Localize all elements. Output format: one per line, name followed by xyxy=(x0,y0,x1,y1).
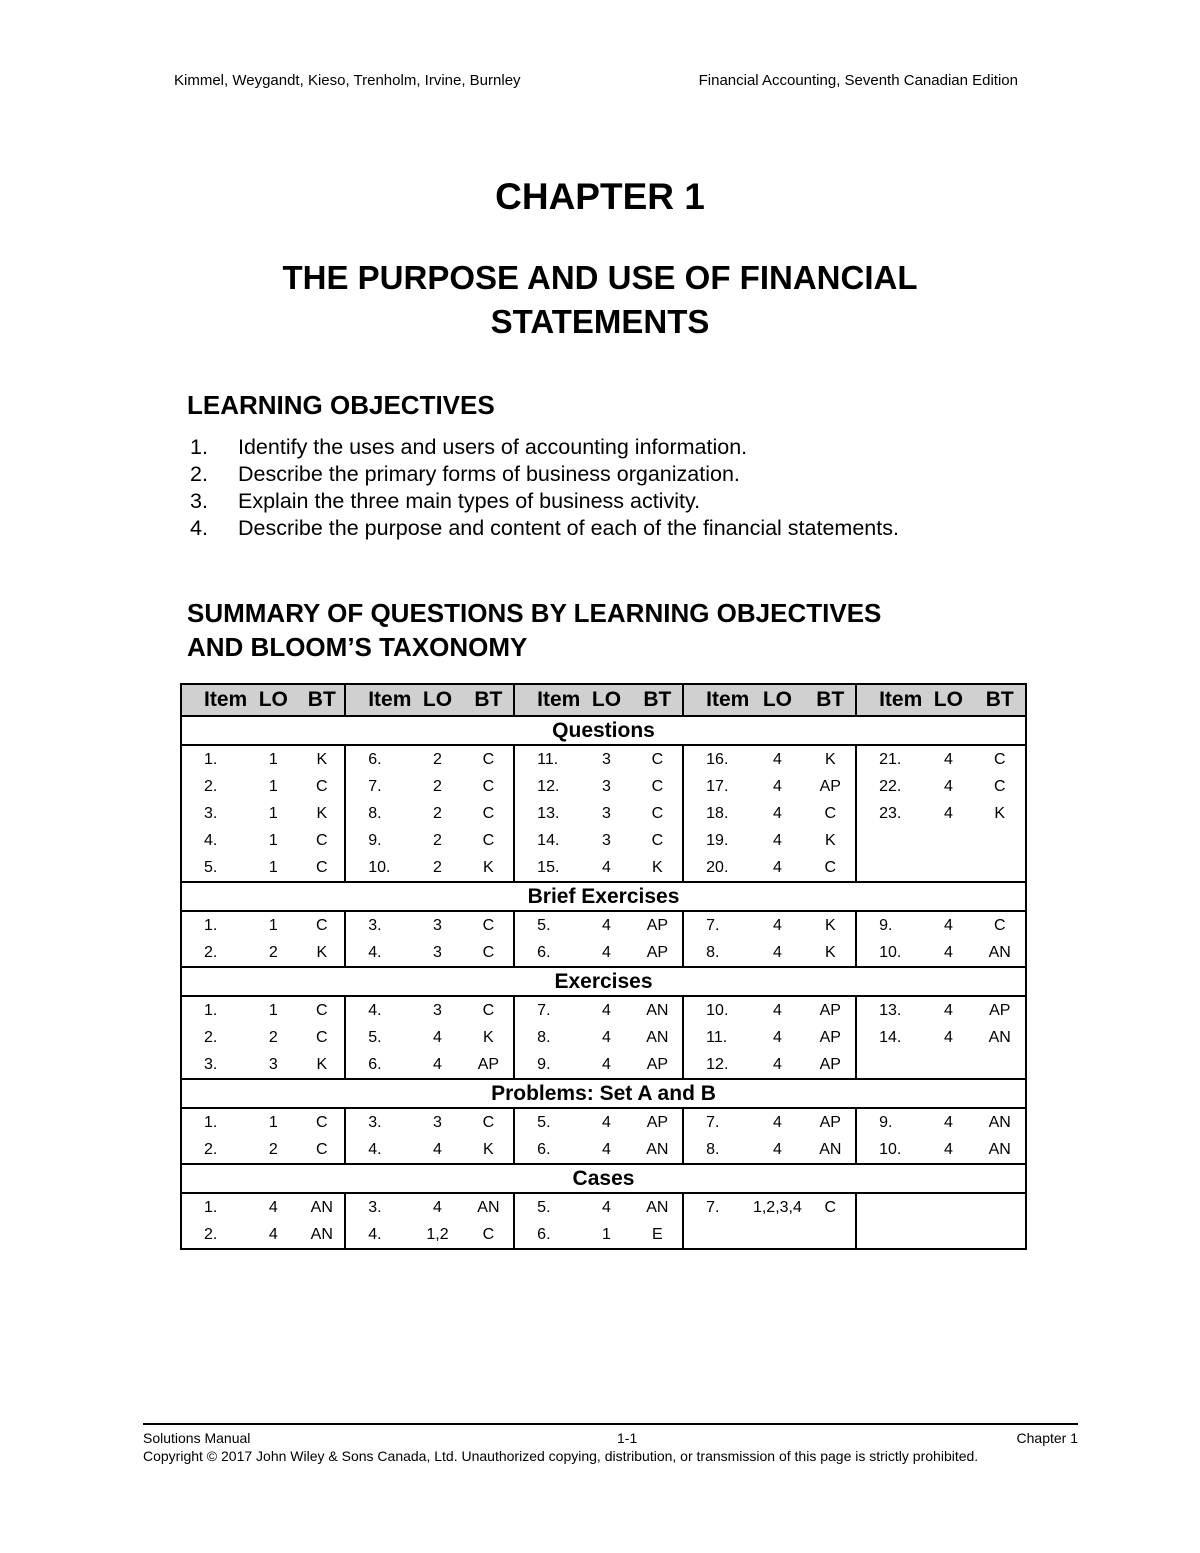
cell-item: 6. xyxy=(345,1051,411,1079)
cell-lo: 3 xyxy=(602,777,611,795)
cell-bt: C xyxy=(975,911,1027,939)
cell-lo: 1 xyxy=(268,1113,278,1131)
cell-lo: 4 xyxy=(772,1140,782,1158)
cell-lo: 1 xyxy=(268,1001,278,1019)
cell-bt: K xyxy=(483,858,494,876)
section-row xyxy=(181,967,1026,996)
cell-bt: K xyxy=(975,800,1027,827)
cell-bt: C xyxy=(464,1221,515,1249)
cell-bt: AN xyxy=(299,1221,345,1249)
learning-objective-text: Identify the uses and users of accounting information. xyxy=(238,435,748,459)
chapter-title xyxy=(0,256,1200,344)
cell-bt: AP xyxy=(819,1113,841,1131)
cell-bt: AN xyxy=(975,1108,1027,1136)
cell-lo: 2 xyxy=(433,750,442,768)
table-row xyxy=(181,745,1026,773)
column-header-bt: BT xyxy=(299,684,345,716)
cell-bt: C xyxy=(482,916,495,934)
cell-item: 2. xyxy=(181,939,247,967)
cell-bt: C xyxy=(316,858,328,876)
cell-item: 2. xyxy=(181,773,247,800)
cell-lo: 4 xyxy=(602,1113,611,1131)
cell-lo: 4 xyxy=(772,1055,782,1073)
chapter-title-line2: STATEMENTS xyxy=(490,303,710,340)
cell-lo: 4 xyxy=(602,1055,611,1073)
cell-bt: AP xyxy=(819,777,841,795)
cell-bt: C xyxy=(316,777,328,795)
column-header-lo: LO xyxy=(580,684,632,716)
cell-item: 21. xyxy=(856,745,922,773)
cell-item: 15. xyxy=(514,854,580,882)
table-row xyxy=(181,1051,1026,1079)
cell-bt: AP xyxy=(646,1113,669,1131)
cell-bt: AP xyxy=(477,1055,500,1073)
cell-lo: 3 xyxy=(433,916,442,934)
cell-lo xyxy=(749,1221,805,1249)
table-row xyxy=(181,939,1026,967)
table-row xyxy=(181,854,1026,882)
table-row xyxy=(181,827,1026,854)
cell-lo: 1 xyxy=(268,831,278,849)
cell-lo: 4 xyxy=(602,1028,611,1046)
cell-item xyxy=(856,854,922,882)
cell-bt: C xyxy=(316,1028,328,1046)
cell-item: 19. xyxy=(683,827,749,854)
cell-lo: 4 xyxy=(772,858,782,876)
cell-bt: C xyxy=(975,745,1027,773)
cell-bt: AP xyxy=(646,1055,669,1073)
cell-item: 12. xyxy=(683,1051,749,1079)
cell-lo xyxy=(922,854,974,882)
cell-lo: 2 xyxy=(433,777,442,795)
learning-objective-item xyxy=(190,488,899,515)
cell-item: 9. xyxy=(514,1051,580,1079)
cell-bt: K xyxy=(316,750,328,768)
cell-lo: 1 xyxy=(268,916,278,934)
cell-lo: 3 xyxy=(602,804,611,822)
cell-item: 4. xyxy=(345,996,411,1024)
cell-item: 1. xyxy=(181,1108,247,1136)
cell-lo: 2 xyxy=(268,1028,278,1046)
cell-bt: AN xyxy=(646,1001,669,1019)
footer xyxy=(143,1430,1078,1446)
cell-lo: 4 xyxy=(943,1140,953,1158)
learning-objective-number: 4. xyxy=(190,516,208,540)
header-authors: Kimmel, Weygandt, Kieso, Trenholm, Irvine, Burnley xyxy=(174,72,521,89)
cell-lo: 1 xyxy=(580,1221,632,1249)
cell-item: 5. xyxy=(345,1024,411,1051)
cell-item: 1. xyxy=(181,745,247,773)
table-row xyxy=(181,773,1026,800)
cell-lo: 3 xyxy=(602,750,611,768)
cell-bt: C xyxy=(651,750,664,768)
cell-lo: 4 xyxy=(943,916,953,934)
cell-lo xyxy=(922,1193,974,1221)
cell-lo: 4 xyxy=(772,750,782,768)
learning-objective-text: Describe the primary forms of business organization. xyxy=(238,462,740,486)
cell-lo: 4 xyxy=(602,1140,611,1158)
table-row xyxy=(181,1136,1026,1164)
cell-bt: AP xyxy=(646,943,669,961)
cell-item: 18. xyxy=(683,800,749,827)
cell-lo: 1,2 xyxy=(411,1221,463,1249)
learning-objective-text: Explain the three main types of business activity. xyxy=(238,489,701,513)
section-title: Brief Exercises xyxy=(181,882,1026,911)
learning-objective-item xyxy=(190,515,899,542)
cell-item xyxy=(856,1051,922,1079)
cell-lo: 4 xyxy=(943,1001,953,1019)
column-header-bt: BT xyxy=(806,684,857,716)
section-title: Cases xyxy=(181,1164,1026,1193)
cell-bt: AN xyxy=(646,1198,669,1216)
footer-left: Solutions Manual xyxy=(143,1430,251,1446)
learning-objective-number: 1. xyxy=(190,435,208,459)
summary-heading-line1: SUMMARY OF QUESTIONS BY LEARNING OBJECTIVES xyxy=(187,598,882,628)
cell-lo xyxy=(922,827,974,854)
cell-bt: AP xyxy=(819,1055,841,1073)
cell-bt: C xyxy=(316,831,328,849)
cell-bt: K xyxy=(316,943,328,961)
cell-bt: AP xyxy=(646,916,669,934)
cell-lo: 4 xyxy=(433,1055,442,1073)
cell-item: 5. xyxy=(181,854,247,882)
summary-table xyxy=(180,683,1027,1250)
cell-lo: 1 xyxy=(268,777,278,795)
cell-bt: K xyxy=(824,943,836,961)
cell-lo: 4 xyxy=(772,1001,782,1019)
footer-right: Chapter 1 xyxy=(1016,1430,1078,1446)
cell-bt: C xyxy=(482,777,495,795)
cell-item: 16. xyxy=(683,745,749,773)
footer-divider xyxy=(143,1423,1078,1425)
cell-lo: 2 xyxy=(433,831,442,849)
cell-bt: AP xyxy=(975,996,1027,1024)
summary-heading-line2: AND BLOOM’S TAXONOMY xyxy=(187,632,528,662)
cell-bt: K xyxy=(824,750,836,768)
cell-lo: 4 xyxy=(602,858,611,876)
cell-item xyxy=(856,1221,922,1249)
cell-lo: 4 xyxy=(943,750,953,768)
column-header-lo: LO xyxy=(749,684,805,716)
cell-lo: 4 xyxy=(943,1028,953,1046)
cell-lo: 4 xyxy=(943,777,953,795)
cell-bt: C xyxy=(651,777,664,795)
learning-objectives-list xyxy=(190,434,899,542)
cell-item: 5. xyxy=(514,1108,580,1136)
cell-lo: 4 xyxy=(433,1198,442,1216)
cell-lo: 3 xyxy=(268,1055,278,1073)
cell-item: 8. xyxy=(683,939,749,967)
table-row xyxy=(181,996,1026,1024)
cell-bt: C xyxy=(482,943,495,961)
cell-lo: 3 xyxy=(433,1113,442,1131)
cell-bt: C xyxy=(482,1113,495,1131)
cell-bt: K xyxy=(652,858,663,876)
cell-lo: 4 xyxy=(247,1221,299,1249)
learning-objective-item xyxy=(190,461,899,488)
cell-item: 6. xyxy=(514,1221,580,1249)
cell-bt: K xyxy=(483,1140,494,1158)
cell-bt xyxy=(975,854,1027,882)
cell-bt: C xyxy=(975,773,1027,800)
cell-item: 1. xyxy=(181,911,247,939)
cell-item: 9. xyxy=(856,911,922,939)
cell-item: 3. xyxy=(181,800,247,827)
cell-bt: AP xyxy=(819,1028,841,1046)
cell-bt: K xyxy=(824,916,836,934)
cell-lo: 4 xyxy=(268,1198,278,1216)
learning-objective-number: 2. xyxy=(190,462,208,486)
cell-item: 8. xyxy=(683,1136,749,1164)
cell-lo xyxy=(922,1221,974,1249)
table-row xyxy=(181,911,1026,939)
footer-page-number: 1-1 xyxy=(617,1430,638,1446)
cell-lo: 4 xyxy=(943,943,953,961)
cell-item: 14. xyxy=(856,1024,922,1051)
cell-lo xyxy=(922,1051,974,1079)
cell-item: 4. xyxy=(181,827,247,854)
cell-item: 12. xyxy=(514,773,580,800)
cell-item: 7. xyxy=(683,911,749,939)
cell-lo: 4 xyxy=(602,943,611,961)
summary-heading xyxy=(187,596,881,664)
cell-item: 20. xyxy=(683,854,749,882)
cell-item: 22. xyxy=(856,773,922,800)
cell-lo: 2 xyxy=(433,858,442,876)
cell-item: 5. xyxy=(514,911,580,939)
cell-bt: AN xyxy=(646,1028,669,1046)
cell-lo: 4 xyxy=(772,943,782,961)
table-header-row xyxy=(181,684,1026,716)
table-row xyxy=(181,1221,1026,1249)
column-header-item: Item xyxy=(181,684,247,716)
cell-bt xyxy=(975,1221,1027,1249)
column-header-item: Item xyxy=(683,684,749,716)
column-header-bt: BT xyxy=(975,684,1027,716)
cell-item: 5. xyxy=(514,1193,580,1221)
cell-bt: E xyxy=(633,1221,684,1249)
column-header-item: Item xyxy=(856,684,922,716)
cell-item: 14. xyxy=(514,827,580,854)
cell-bt: C xyxy=(316,1113,328,1131)
column-header-lo: LO xyxy=(411,684,463,716)
cell-item: 8. xyxy=(514,1024,580,1051)
cell-item: 17. xyxy=(683,773,749,800)
table-row xyxy=(181,1108,1026,1136)
cell-item: 7. xyxy=(683,1108,749,1136)
cell-bt xyxy=(975,1051,1027,1079)
cell-item: 10. xyxy=(345,854,411,882)
section-title: Questions xyxy=(181,716,1026,745)
cell-item xyxy=(683,1221,749,1249)
cell-bt: K xyxy=(483,1028,494,1046)
cell-item: 1. xyxy=(181,1193,247,1221)
cell-bt: C xyxy=(482,1001,495,1019)
cell-item: 3. xyxy=(345,911,411,939)
cell-item: 2. xyxy=(181,1136,247,1164)
cell-bt: C xyxy=(482,804,495,822)
header-book-title: Financial Accounting, Seventh Canadian Edition xyxy=(698,72,1018,89)
cell-bt: K xyxy=(824,831,836,849)
cell-bt: K xyxy=(316,1055,328,1073)
cell-lo: 4 xyxy=(772,1113,782,1131)
table-row xyxy=(181,1193,1026,1221)
column-header-item: Item xyxy=(514,684,580,716)
section-row xyxy=(181,882,1026,911)
cell-bt: C xyxy=(824,804,837,822)
learning-objective-number: 3. xyxy=(190,489,208,513)
cell-item: 13. xyxy=(856,996,922,1024)
cell-lo: 4 xyxy=(772,831,782,849)
cell-bt: AN xyxy=(646,1140,669,1158)
cell-bt: C xyxy=(316,1001,328,1019)
cell-lo: 4 xyxy=(772,1028,782,1046)
cell-item xyxy=(856,1193,922,1221)
section-row xyxy=(181,1164,1026,1193)
cell-item: 10. xyxy=(683,996,749,1024)
cell-lo: 2 xyxy=(268,1140,278,1158)
section-row xyxy=(181,716,1026,745)
cell-lo: 4 xyxy=(433,1028,442,1046)
cell-bt: C xyxy=(316,916,328,934)
learning-objectives-heading: LEARNING OBJECTIVES xyxy=(187,390,495,420)
cell-lo: 4 xyxy=(602,1001,611,1019)
cell-bt: AN xyxy=(477,1198,500,1216)
cell-item: 6. xyxy=(514,1136,580,1164)
cell-bt xyxy=(975,827,1027,854)
cell-bt: AN xyxy=(975,1024,1027,1051)
section-row xyxy=(181,1079,1026,1108)
cell-bt: C xyxy=(482,831,495,849)
cell-lo: 1 xyxy=(268,750,278,768)
cell-item: 1. xyxy=(181,996,247,1024)
cell-lo: 4 xyxy=(943,1113,953,1131)
cell-lo: 1,2,3,4 xyxy=(752,1198,802,1216)
chapter-number: CHAPTER 1 xyxy=(495,176,705,217)
cell-lo: 4 xyxy=(602,1198,611,1216)
cell-item: 3. xyxy=(345,1193,411,1221)
cell-lo: 3 xyxy=(433,1001,442,1019)
cell-item: 9. xyxy=(856,1108,922,1136)
cell-item: 11. xyxy=(514,745,580,773)
cell-bt: C xyxy=(824,858,837,876)
cell-bt: AN xyxy=(819,1140,842,1158)
cell-item: 8. xyxy=(345,800,411,827)
column-header-bt: BT xyxy=(633,684,684,716)
table-row xyxy=(181,1024,1026,1051)
cell-item: 6. xyxy=(345,745,411,773)
cell-bt: AN xyxy=(975,939,1027,967)
cell-lo: 4 xyxy=(602,916,611,934)
section-title: Problems: Set A and B xyxy=(181,1079,1026,1108)
cell-lo: 4 xyxy=(772,916,782,934)
cell-lo: 3 xyxy=(602,831,611,849)
chapter-title-line1: THE PURPOSE AND USE OF FINANCIAL xyxy=(282,259,918,296)
cell-bt xyxy=(806,1221,857,1249)
cell-item: 3. xyxy=(345,1108,411,1136)
cell-item: 4. xyxy=(345,1136,411,1164)
cell-bt: C xyxy=(482,750,495,768)
table-row xyxy=(181,800,1026,827)
cell-item: 10. xyxy=(856,939,922,967)
cell-item: 6. xyxy=(514,939,580,967)
cell-bt: C xyxy=(651,804,664,822)
cell-item: 4. xyxy=(345,939,411,967)
cell-lo: 4 xyxy=(772,777,782,795)
column-header-lo: LO xyxy=(247,684,299,716)
cell-lo: 1 xyxy=(268,804,278,822)
cell-lo: 2 xyxy=(268,943,278,961)
table-body xyxy=(181,716,1026,1249)
cell-bt: C xyxy=(651,831,664,849)
cell-lo: 4 xyxy=(433,1140,442,1158)
cell-lo: 2 xyxy=(433,804,442,822)
footer-copyright: Copyright © 2017 John Wiley & Sons Canada, Ltd. Unauthorized copying, distribution, or transmission of this page is strictly prohibited. xyxy=(143,1448,979,1464)
cell-lo: 4 xyxy=(772,804,782,822)
cell-item: 23. xyxy=(856,800,922,827)
cell-item: 13. xyxy=(514,800,580,827)
cell-bt: AP xyxy=(819,1001,841,1019)
cell-item: 10. xyxy=(856,1136,922,1164)
column-header-bt: BT xyxy=(464,684,515,716)
column-header-lo: LO xyxy=(922,684,974,716)
learning-objective-item xyxy=(190,434,899,461)
cell-item: 3. xyxy=(181,1051,247,1079)
cell-bt: K xyxy=(316,804,328,822)
section-title: Exercises xyxy=(181,967,1026,996)
cell-lo: 1 xyxy=(268,858,278,876)
cell-item: 2. xyxy=(181,1024,247,1051)
cell-item: 2. xyxy=(181,1221,247,1249)
cell-bt xyxy=(975,1193,1027,1221)
cell-item xyxy=(856,827,922,854)
column-header-item: Item xyxy=(345,684,411,716)
cell-item: 7. xyxy=(514,996,580,1024)
cell-lo: 3 xyxy=(433,943,442,961)
cell-item: 4. xyxy=(345,1221,411,1249)
cell-bt: C xyxy=(316,1140,328,1158)
cell-bt: AN xyxy=(975,1136,1027,1164)
cell-lo: 4 xyxy=(943,804,953,822)
learning-objective-text: Describe the purpose and content of each of the financial statements. xyxy=(238,516,899,540)
cell-item: 7. xyxy=(345,773,411,800)
cell-item: 11. xyxy=(683,1024,749,1051)
cell-bt: AN xyxy=(310,1198,333,1216)
cell-item: 9. xyxy=(345,827,411,854)
cell-bt: C xyxy=(824,1198,837,1216)
cell-item: 7. xyxy=(683,1193,749,1221)
